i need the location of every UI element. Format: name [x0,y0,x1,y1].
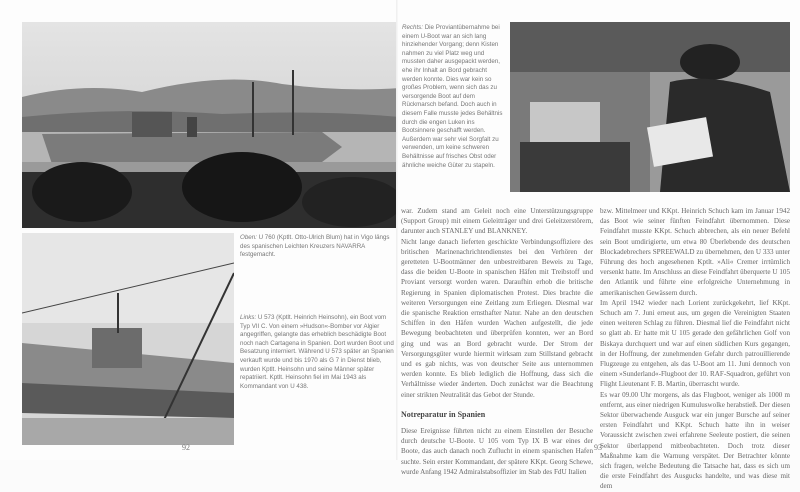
photo-provisioning [510,22,790,192]
caption-text: U 760 (Kptlt. Otto-Ulrich Blum) hat in Vigo längs des spanischen Leichten Kreuzers NAVARRA festgemacht. [240,234,390,259]
text-column-2 [600,206,790,492]
caption-top [240,234,395,260]
provisioning-photo-image [510,22,790,192]
page-number-left: 92 [182,443,190,452]
caption-lead: Links: [240,314,257,321]
paragraph: war. Zudem stand am Geleit noch eine Unterstützungsgruppe (Support Group) mit einem Geleitträger und drei Geleitzerstörern, darunter auch STANLEY und BLANKNEY. [401,207,593,236]
harbour-photo-image [22,22,400,228]
caption-bottom [240,314,395,391]
caption-text: Die Proviantübernahme bei einem U-Boot war an sich lang hinziehender Vorgang; denn Kisten nahmen zu viel Platz weg und mussten daher ausgepackt werden, ehe ihr Inhalt an Bord gebracht werden konnte. Dies war kein so großes Problem, wenn sich das zu versorgende Boot auf dem Rückmarsch befand. Doch auch in diesem Falle musste jedes Behältnis durch die engen Luken ins Bootsinnere geschafft werden. Außerdem war sehr viel Sorgfalt zu verwenden, um keine schweren Behältnisse auf frisches Obst oder ähnliche weiche Güter zu stapeln. [402,24,503,169]
photo-harbour-cruiser [22,22,400,228]
text-column-1 [401,206,593,477]
page-number-right: 93 [594,443,602,452]
paragraph: bzw. Mittelmeer und KKpt. Heinrich Schuch kam im Januar 1942 das Boot wie seiner fünften Feindfahrt übernommen. Diese Feindfahrt musste KKpt. Schuch abbrechen, als ein neuer Befehl sein Boot umdirigierte, um etwa 80 Überlebende des deutschen Blockadebrechers SPREEWALD zu übernehmen, den U 333 unter Führung des hoch angesehenen Kptlt. »Ali« Cremer irrtümlich versenkt hatte. Im Anschluss an diese Feindfahrt überquerte U 105 den Atlantik und führte eine erfolgreiche Unternehmung in amerikanischen Gewässern durch. [600,207,790,297]
caption-lead: Rechts: [402,24,423,31]
photo-submarine [22,233,234,445]
right-page [398,0,800,491]
section-heading: Notreparatur in Spanien [401,409,486,419]
caption-text: U 573 (Kptlt. Heinrich Heinsohn), ein Boot vom Typ VII C. Von einem »Hudson«-Bomber vor Algier angegriffen, gelangte das erheblich beschädigte Boot noch nach Cartagena in Spanien. Dort wurden Boot und Besatzung interniert. Während U 573 später an Spanien verkauft wurde und bis 1970 als G 7 in Dienst blieb, wurden Kptlt. Heinsohn und seine Männer später repatriiert. Kptlt. Heinsohn fiel im Mai 1943 als Kommandant von U 438. [240,314,394,390]
submarine-photo-image [22,233,234,445]
caption-lead: Oben: [240,234,257,241]
paragraph: Diese Ereignisse führten nicht zu einem Einstellen der Besuche durch deutsche U-Boote. U 105 vom Typ IX B war eines der Boote, das auch danach noch Zuflucht in einem spanischen Hafen suchte. Sein erster Kommandant, der spätere KKpt. Georg Schewe, wurde Anfang 1942 Admiralstabsoffizier im Stab des FdU Italien [401,427,593,476]
paragraph: Im April 1942 wieder nach Lorient zurückgekehrt, lief KKpt. Schuch am 7. Juni erneut aus, um gegen die Vereinigten Staaten einen weiteren Schlag zu führen. Diesmal lief die Feindfahrt nicht so glatt ab. Er hatte mit U 105 gerade den gefährlichen Golf von Biskaya durchquert und war auf einen südlichen Kurs gegangen, in der Hoffnung, der zunehmenden Gefahr durch patrouillierende Flugzeuge zu entgehen, als das U-Boot am 11. Juni dennoch von einem »Sunderland«-Flugboot der 10. RAF-Squadron, geführt von Flight Lieutenant F. B. Martin, überrascht wurde. [600,298,790,389]
paragraph: Es war 09.00 Uhr morgens, als das Flugboot, weniger als 1000 m entfernt, aus einer niedrigen Kumuluswolke herabstieß. Der diesen Sektor überwachende Ausguck war ein junger Bursche auf seiner ersten Feindfahrt und KKpt. Schuch hatte ihn in weiser Voraussicht zwischen zwei erfahrene Seeleute postiert, die seinen Sektor überlappend mitbeobachteten. Doch trotz dieser Maßnahme kam die Warnung verspätet. Der Betrachter könnte sich fragen, welche Bedeutung die Tatsache hat, dass es sich um die erste Feindfahrt des Ausgucks handelte, und was diese mit dem [600,390,790,491]
left-page [0,0,398,460]
caption-right [402,24,506,170]
paragraph: Nicht lange danach lieferten geschickte Verbindungsoffiziere des britischen Marinenachrichtendienstes bei den Verhören der geretteten U-Bootmänner den unbestreitbaren Beweis zu Tage, dass die beiden U-Boote in spanischen Häfen mit Treibstoff und Proviant versorgt worden waren. Daraufhin erhob die britische Regierung in Spanien diplomatischen Protest. Dies brachte die weiteren Versorgungen eine Zeitlang zum Erliegen. Diesmal war die spanische Reaktion ernsthafter Natur. Nahe an den deutschen Schiffen in den Häfen wurden Wachen aufgestellt, die jede Bewegung beobachteten und überprüfen konnten, wer an Bord ging und was an Bord gebracht wurde. Der Strom der Versorgungsgüter wurde hiermit wirksam zum Stillstand gebracht und es gab nichts, was von deutscher Seite aus unternommen werden konnte. Es blieb lediglich die Hoffnung, dass sich die Verhältnisse wieder änderten. Doch zunächst war die Beachtung einer strikten Neutralität das Gebot der Stunde. [401,237,593,399]
